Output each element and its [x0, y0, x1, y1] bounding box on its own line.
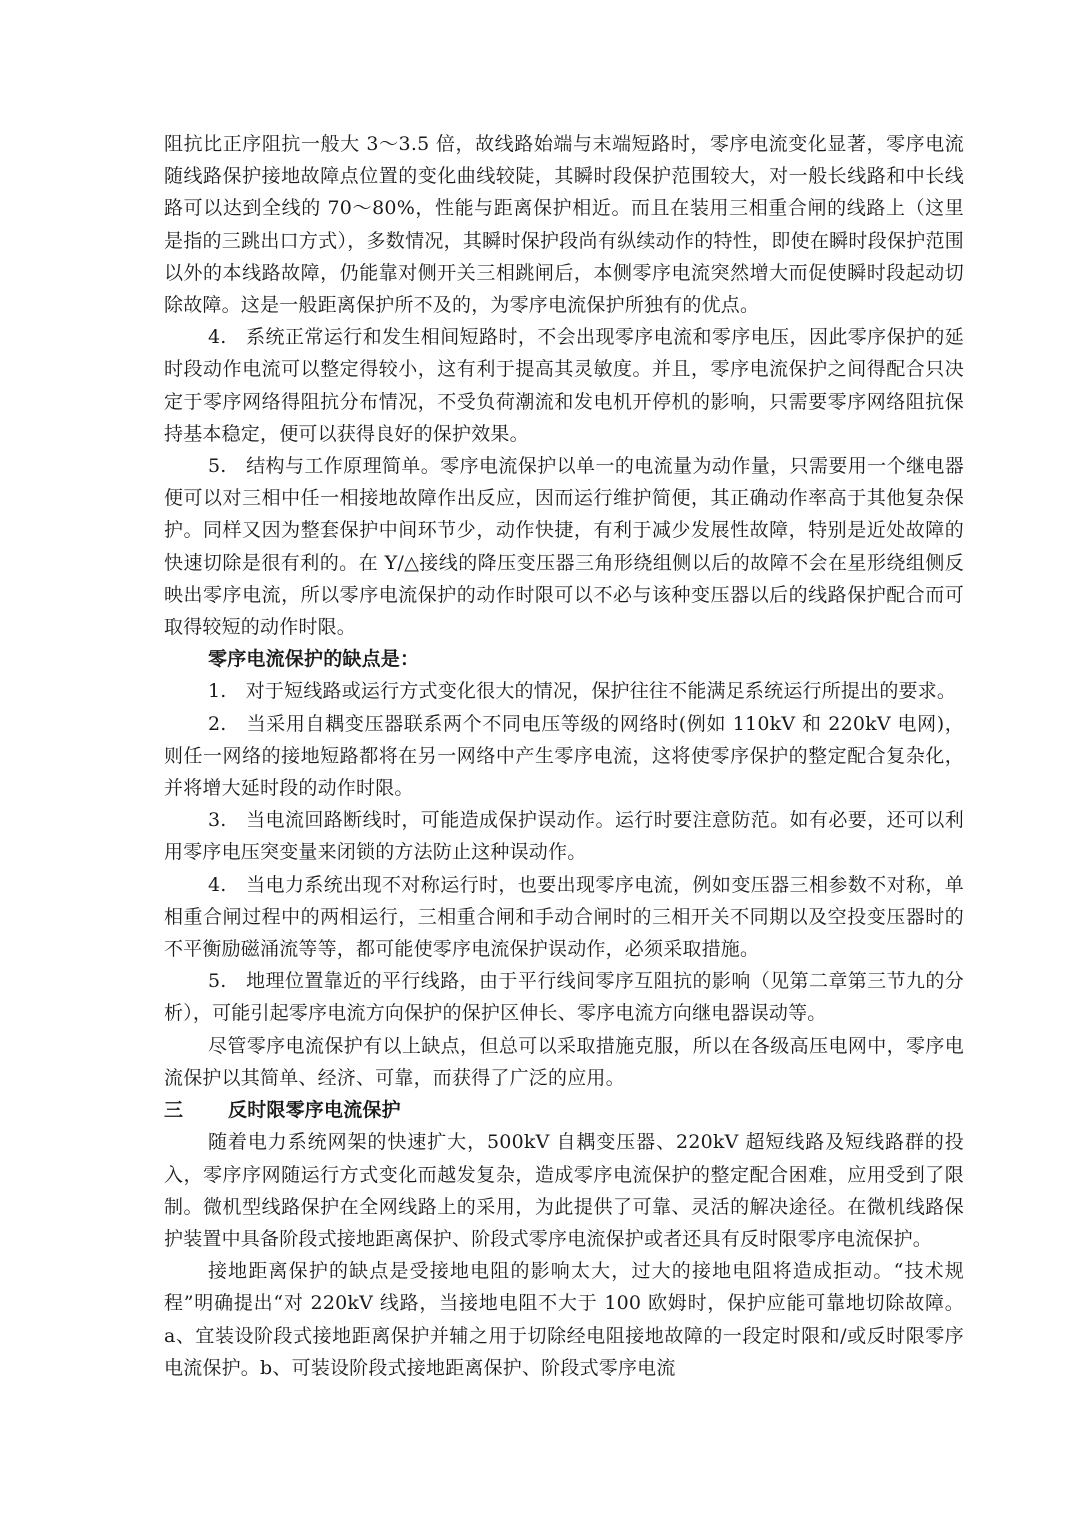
paragraph-disadvantage-4: 4. 当电力系统出现不对称运行时，也要出现零序电流，例如变压器三相参数不对称，单相重合闸过程中的两相运行，三相重合闸和手动合闸时的三相开关不同期以及空投变压器时的不平衡励磁涌流等等，都可能使零序电流保护误动作，必须采取措施。	[164, 873, 964, 961]
paragraph-disadvantage-1: 1. 对于短线路或运行方式变化很大的情况，保护往往不能满足系统运行所提出的要求。	[208, 680, 957, 703]
paragraph-summary: 尽管零序电流保护有以上缺点，但总可以采取措施克服，所以在各级高压电网中，零序电流保护以其简单、经济、可靠，而获得了广泛的应用。	[164, 1034, 964, 1089]
disadvantages-heading: 零序电流保护的缺点是：	[208, 648, 420, 671]
paragraph-advantage-3-continued: 阻抗比正序阻抗一般大 3～3.5 倍，故线路始端与末端短路时，零序电流变化显著，零序电流随线路保护接地故障点位置的变化曲线较陡，其瞬时段保护范围较大，对一般长线路和中长线路可以达到全线的 70～80%，性能与距离保护相近。而且在装用三相重合闸的线路上（这里是指的三跳出口方式），多数情况，其瞬时保护段尚有纵续动作的特性，即使在瞬时段保护范围以外的本线路故障，仍能靠对侧开关三相跳闸后，本侧零序电流突然增大而促使瞬时段起动切除故障。这是一般距离保护所不及的，为零序电流保护所独有的优点。	[164, 133, 964, 317]
section-heading	[164, 1094, 964, 1126]
document-page	[164, 128, 964, 1384]
paragraph-ground-distance: 接地距离保护的缺点是受接地电阻的影响太大，过大的接地电阻将造成拒动。“技术规程”明确提出“对 220kV 线路，当接地电阻不大于 100 欧姆时，保护应能可靠地切除故障。a、宜装设阶段式接地距离保护并辅之用于切除经电阻接地故障的一段定时限和/或反时限零序电流保护。b、可装设阶段式接地距离保护、阶段式零序电流	[164, 1260, 964, 1379]
paragraph-section-intro: 随着电力系统网架的快速扩大，500kV 自耦变压器、220kV 超短线路及短线路群的投入，零序序网随运行方式变化而越发复杂，造成零序电流保护的整定配合困难，应用受到了限制。微机型线路保护在全网线路上的采用，为此提供了可靠、灵活的解决途径。在微机线路保护装置中具备阶段式接地距离保护、阶段式零序电流保护或者还具有反时限零序电流保护。	[164, 1131, 964, 1250]
section-number: 三	[164, 1099, 184, 1122]
section-title: 反时限零序电流保护	[228, 1099, 401, 1122]
paragraph-advantage-5: 5. 结构与工作原理简单。零序电流保护以单一的电流量为动作量，只需要用一个继电器便可以对三相中任一相接地故障作出反应，因而运行维护简便，其正确动作率高于其他复杂保护。同样又因为整套保护中间环节少，动作快捷，有利于减少发展性故障，特别是近处故障的快速切除是很有利的。在 Y/△接线的降压变压器三角形绕组侧以后的故障不会在星形绕组侧反映出零序电流，所以零序电流保护的动作时限可以不必与该种变压器以后的线路保护配合而可取得较短的动作时限。	[164, 455, 964, 639]
paragraph-disadvantage-2: 2. 当采用自耦变压器联系两个不同电压等级的网络时(例如 110kV 和 220kV 电网)，则任一网络的接地短路都将在另一网络中产生零序电流，这将使零序保护的整定配合复杂化，并将增大延时段的动作时限。	[164, 712, 964, 800]
paragraph-advantage-4: 4. 系统正常运行和发生相间短路时，不会出现零序电流和零序电压，因此零序保护的延时段动作电流可以整定得较小，这有利于提高其灵敏度。并且，零序电流保护之间得配合只决定于零序网络得阻抗分布情况，不受负荷潮流和发电机开停机的影响，只需要零序网络阻抗保持基本稳定，便可以获得良好的保护效果。	[164, 326, 964, 445]
paragraph-disadvantage-3: 3. 当电流回路断线时，可能造成保护误动作。运行时要注意防范。如有必要，还可以利用零序电压突变量来闭锁的方法防止这种误动作。	[164, 809, 964, 864]
paragraph-disadvantage-5: 5. 地理位置靠近的平行线路，由于平行线间零序互阻抗的影响（见第二章第三节九的分析），可能引起零序电流方向保护的保护区伸长、零序电流方向继电器误动等。	[164, 970, 964, 1025]
